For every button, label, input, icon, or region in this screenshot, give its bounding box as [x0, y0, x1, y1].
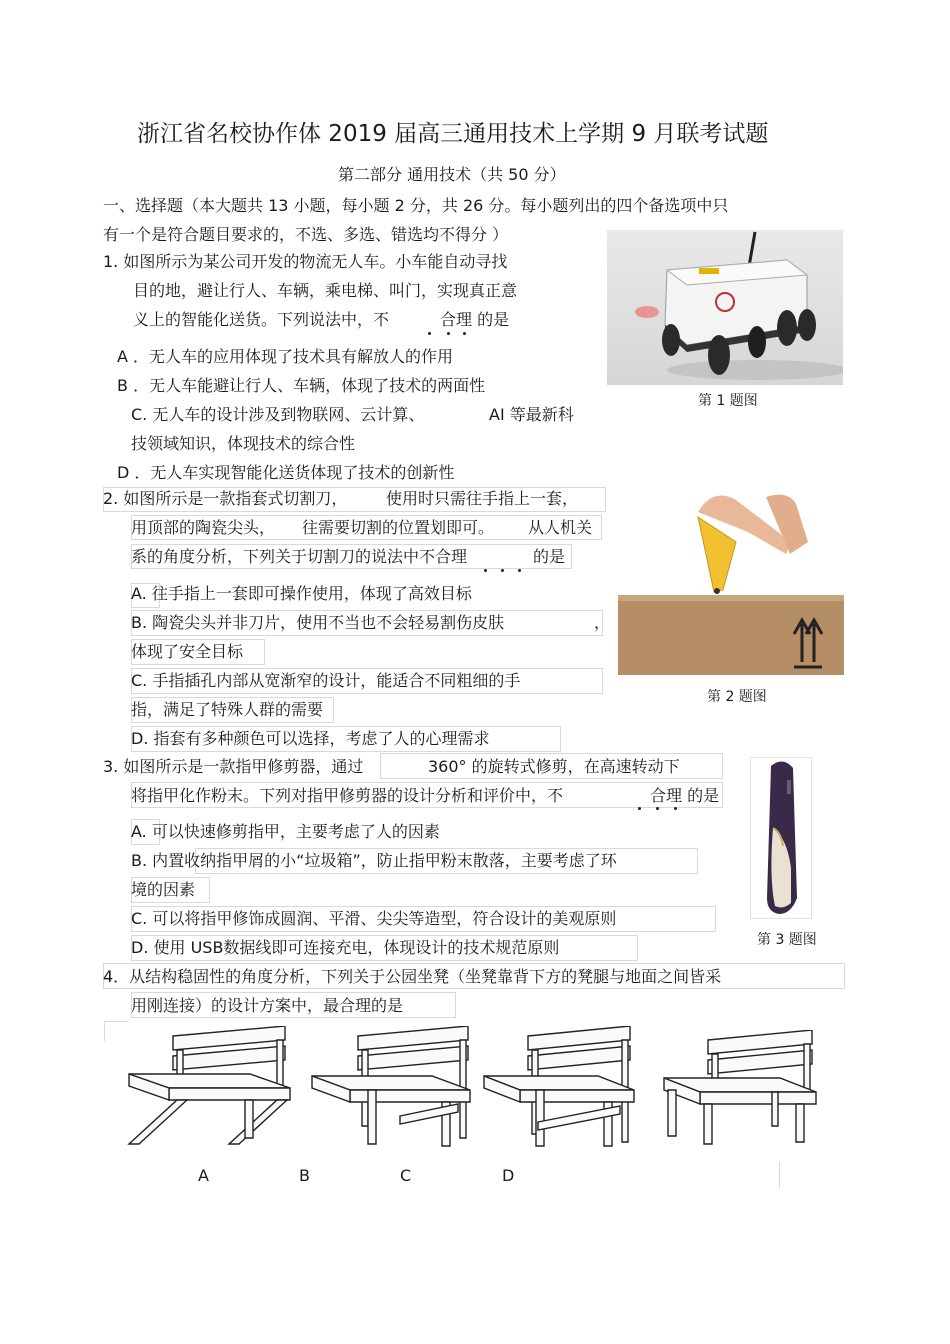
q3-stem-emphasis: 合理 的是 — [650, 786, 720, 805]
emphasis-dot — [656, 807, 659, 810]
q3-option-c: C. 可以将指甲修饰成圆润、平滑、尖尖等造型，符合设计的美观原则 — [131, 909, 617, 928]
emphasis-dot — [484, 569, 487, 572]
figure-2-finger-cutter — [618, 492, 844, 675]
q3-option-a: A. 可以快速修剪指甲，主要考虑了人的因素 — [131, 822, 440, 841]
bench-label-a: A — [198, 1166, 209, 1185]
q2-stem-line-1b: 使用时只需往手指上一套， — [386, 489, 579, 508]
q3-stem-line-1b: 360° 的旋转式修剪，在高速转动下 — [428, 757, 680, 776]
q2-option-c-line-1: C. 手指插孔内部从宽渐窄的设计，能适合不同粗细的手 — [131, 671, 521, 690]
emphasis-dot — [518, 569, 521, 572]
divider-line — [779, 1162, 780, 1188]
q3-stem-line-1: 3. 如图所示是一款指甲修剪器，通过 — [103, 757, 364, 776]
q2-stem-line-2: 用顶部的陶瓷尖头， — [131, 518, 276, 537]
emphasis-dot — [447, 332, 450, 335]
instruction-line-2: 有一个是符合题目要求的，不选、多选、错选均不得分 ） — [103, 225, 509, 244]
bench-b-drawing — [308, 1026, 478, 1150]
nail-trimmer-illustration — [751, 758, 811, 918]
q4-stem-line-1: 4．从结构稳固性的角度分析，下列关于公园坐凳（坐凳靠背下方的凳腿与地面之间皆采 — [103, 967, 722, 986]
q1-stem-line-2: 目的地，避让行人、车辆，乘电梯、叫门，实现真正意 — [133, 281, 518, 300]
q2-stem-line-2b: 往需要切割的位置划即可。 — [302, 518, 495, 537]
instruction-line-1: 一、选择题（本大题共 13 小题，每小题 2 分，共 26 分。每小题列出的四个备选项中只 — [103, 196, 729, 215]
bench-c-drawing — [480, 1026, 640, 1150]
bench-a-drawing — [125, 1026, 293, 1150]
robot-illustration — [607, 230, 843, 385]
emphasis-dot — [463, 332, 466, 335]
q1-option-c-line-2: 技领域知识，体现技术的综合性 — [131, 434, 356, 453]
q2-option-c-line-2: 指，满足了特殊人群的需要 — [131, 700, 324, 719]
q3-option-d: D. 使用 USB数据线即可连接充电，体现设计的技术规范原则 — [131, 938, 560, 957]
q2-stem-line-2c: 从人机关 — [528, 518, 593, 537]
q2-option-b-line-2: 体现了安全目标 — [131, 642, 244, 661]
bench-d-drawing — [660, 1030, 820, 1148]
q3-option-b-line-1: B. 内置收纳指甲屑的小“垃圾箱”，防止指甲粉末散落，主要考虑了环 — [131, 851, 617, 870]
bench-option-d — [660, 1030, 820, 1148]
bench-option-b — [308, 1026, 478, 1150]
bench-option-c — [480, 1026, 640, 1150]
q1-option-d: D ．无人车实现智能化送货体现了技术的创新性 — [117, 463, 455, 482]
bench-label-d: D — [502, 1166, 515, 1185]
q1-stem-line-3: 义上的智能化送货。下列说法中，不 — [133, 310, 390, 329]
q2-option-b-comma: ， — [594, 613, 611, 632]
bench-label-c: C — [400, 1166, 412, 1185]
figure-3-nail-trimmer — [750, 757, 812, 919]
q1-option-c-line-1: C. 无人车的设计涉及到物联网、云计算、 — [131, 405, 425, 424]
page-title: 浙江省名校协作体 2019 届高三通用技术上学期 9 月联考试题 — [137, 121, 769, 147]
section-subtitle: 第二部分 通用技术（共 50 分） — [338, 165, 566, 184]
q1-option-b: B ．无人车能避让行人、车辆，体现了技术的两面性 — [117, 376, 486, 395]
bench-label-b: B — [299, 1166, 310, 1185]
q4-stem-line-2: 用刚连接）的设计方案中，最合理的是 — [131, 996, 404, 1015]
q1-stem-line-1: 1. 如图所示为某公司开发的物流无人车。小车能自动寻找 — [103, 252, 508, 271]
bench-option-a — [125, 1026, 293, 1150]
figure-1-robot — [607, 230, 843, 385]
figure-3-caption: 第 3 题图 — [757, 932, 817, 948]
q2-stem-line-3: 系的角度分析，下列关于切割刀的说法中不合理 — [131, 547, 468, 566]
emphasis-dot — [501, 569, 504, 572]
q3-option-b-line-2: 境的因素 — [131, 880, 196, 899]
q2-option-d: D. 指套有多种颜色可以选择，考虑了人的心理需求 — [131, 729, 490, 748]
q3-stem-line-2: 将指甲化作粉末。下列对指甲修剪器的设计分析和评价中，不 — [131, 786, 564, 805]
figure-1-caption: 第 1 题图 — [698, 393, 758, 409]
q2-option-b-line-1: B. 陶瓷尖头并非刀片，使用不当也不会轻易割伤皮肤 — [131, 613, 505, 632]
emphasis-dot — [428, 332, 431, 335]
emphasis-dot — [638, 807, 641, 810]
q2-option-a: A. 往手指上一套即可操作使用，体现了高效目标 — [131, 584, 472, 603]
q1-stem-emphasis: 合理 的是 — [440, 310, 510, 329]
q2-stem-line-3b: 的是 — [533, 547, 566, 566]
q2-stem-line-1: 2. 如图所示是一款指套式切割刀， — [103, 489, 348, 508]
q1-option-a: A ．无人车的应用体现了技术具有解放人的作用 — [117, 347, 454, 366]
q1-option-c-ai: AI 等最新科 — [489, 405, 574, 424]
finger-cutter-illustration — [618, 492, 844, 675]
figure-2-caption: 第 2 题图 — [707, 689, 767, 705]
emphasis-dot — [674, 807, 677, 810]
